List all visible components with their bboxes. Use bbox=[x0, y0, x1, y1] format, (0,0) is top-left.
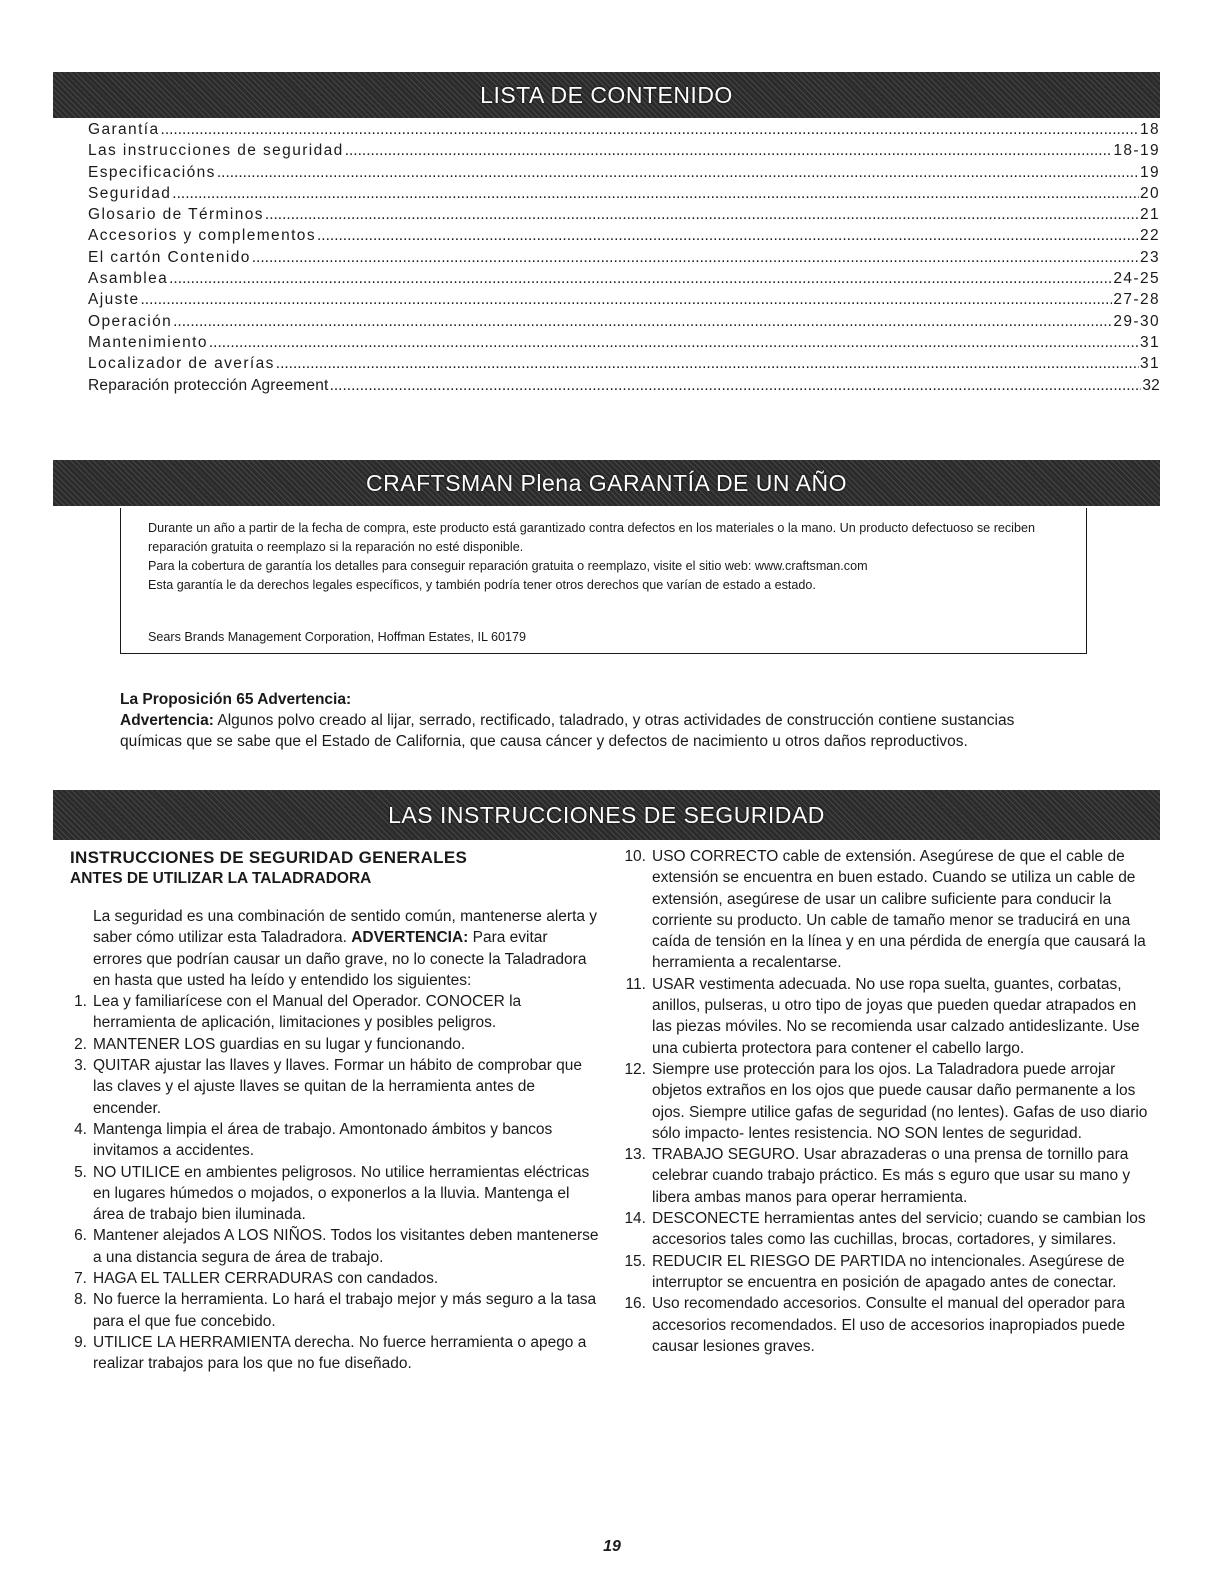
toc-entry-title: Mantenimiento bbox=[88, 333, 208, 351]
list-item-text: Siempre use protección para los ojos. La Taladradora puede arrojar objetos extraños en los ojos que puede causar daño permanente a los ojos. Siempre utilice gafas de seguridad (no lentes). Gafas de uso diario sólo impacto- lentes resistencia. NO SON lentes de seguridad. bbox=[652, 1060, 1148, 1142]
safety-list-right bbox=[620, 846, 1160, 1357]
safety-right-column bbox=[620, 846, 1160, 1357]
safety-warning-text: Para evitar errores que podrían causar un daño grave, no lo conecte la Taladradora en hasta que usted ha leído y entendido los siguientes: bbox=[93, 929, 587, 989]
list-item-text: REDUCIR EL RIESGO DE PARTIDA no intencionales. Asegúrese de interruptor se encuentra en posición de apagado antes de conectar. bbox=[652, 1252, 1125, 1291]
warranty-paragraph: Para la cobertura de garantía los detalles para conseguir reparación gratuita o reemplazo, visite el sitio web: www.craftsman.com bbox=[148, 559, 868, 573]
toc-entry-title: El cartón Contenido bbox=[88, 248, 251, 266]
toc-entry bbox=[88, 142, 1160, 163]
list-item bbox=[620, 1293, 1160, 1357]
prop65-label: Advertencia: bbox=[120, 712, 214, 729]
list-item-number: 9. bbox=[74, 1333, 87, 1351]
list-item-text: HAGA EL TALLER CERRADURAS con candados. bbox=[93, 1270, 439, 1288]
list-item-number: 11. bbox=[625, 975, 646, 993]
toc-entry bbox=[88, 185, 1160, 206]
list-item bbox=[70, 1119, 600, 1162]
toc-entry bbox=[88, 121, 1160, 142]
list-item-text: MANTENER LOS guardias en su lugar y funcionando. bbox=[93, 1035, 466, 1053]
list-item-number: 3. bbox=[74, 1057, 87, 1075]
list-item-number: 13. bbox=[624, 1146, 646, 1164]
table-of-contents bbox=[88, 121, 1160, 398]
toc-entry-page: 24-25 bbox=[1113, 270, 1160, 288]
safety-subheading: ANTES DE UTILIZAR LA TALADRADORA bbox=[70, 870, 372, 887]
list-item-number: 10. bbox=[624, 848, 646, 865]
toc-entry bbox=[88, 270, 1160, 291]
list-item-text: UTILICE LA HERRAMIENTA derecha. No fuerce herramienta o apego a realizar trabajos para los que no fue diseñado. bbox=[93, 1333, 587, 1373]
list-item-number: 14. bbox=[624, 1210, 646, 1228]
safety-title: LAS INSTRUCCIONES DE SEGURIDAD bbox=[388, 802, 825, 828]
prop65-body bbox=[120, 710, 1080, 752]
toc-entry bbox=[88, 334, 1160, 355]
prop65-text: Algunos polvo creado al lijar, serrado, rectificado, taladrado, y otras actividades de construcción contiene sustancias químicas que se sabe que el Estado de California, que causa cáncer y defectos de nacimiento u otros daños reproductivos. bbox=[120, 712, 1015, 750]
warranty-title-band bbox=[53, 460, 1160, 506]
toc-entry bbox=[88, 355, 1160, 376]
list-item-number: 16. bbox=[624, 1295, 646, 1313]
toc-title: LISTA DE CONTENIDO bbox=[480, 82, 733, 108]
toc-entry-title: Asamblea bbox=[88, 270, 169, 288]
toc-entry-page: 23 bbox=[1139, 248, 1160, 266]
warranty-title: CRAFTSMAN Plena GARANTÍA DE UN AÑO bbox=[366, 470, 847, 496]
toc-entry-title: Las instrucciones de seguridad bbox=[88, 142, 344, 160]
toc-title-band bbox=[53, 72, 1160, 118]
toc-entry bbox=[88, 313, 1160, 334]
list-item-text: Lea y familiarícese con el Manual del Operador. CONOCER la herramienta de aplicación, limitaciones y posibles peligros. bbox=[93, 993, 522, 1032]
toc-entry-page: 27-28 bbox=[1113, 291, 1160, 309]
list-item-text: Mantenga limpia el área de trabajo. Amontonado ámbitos y bancos invitamos a accidentes. bbox=[93, 1120, 553, 1160]
toc-entry-page: 32 bbox=[1142, 376, 1160, 394]
list-item-number: 15. bbox=[624, 1252, 646, 1270]
list-item-text: No fuerce la herramienta. Lo hará el trabajo mejor y más seguro a la tasa para el que fue concebido. bbox=[93, 1291, 597, 1330]
list-item-number: 1. bbox=[74, 993, 87, 1011]
warranty-paragraph: Esta garantía le da derechos legales específicos, y también podría tener otros derechos que varían de estado a estado. bbox=[148, 578, 816, 592]
list-item-number: 4. bbox=[74, 1120, 87, 1138]
list-item bbox=[620, 846, 1160, 974]
toc-entry bbox=[88, 291, 1160, 312]
list-item bbox=[70, 1289, 600, 1332]
list-item bbox=[620, 1059, 1160, 1144]
toc-entry bbox=[88, 164, 1160, 185]
list-item bbox=[70, 1332, 600, 1375]
toc-entry-page: 18-19 bbox=[1113, 142, 1160, 160]
toc-entry bbox=[88, 249, 1160, 270]
list-item bbox=[70, 991, 600, 1034]
toc-entry-page: 22 bbox=[1139, 227, 1160, 245]
toc-entry-title: Operación bbox=[88, 312, 173, 330]
list-item-text: TRABAJO SEGURO. Usar abrazaderas o una prensa de tornillo para celebrar cuando trabajo práctico. Es más s eguro que usar su mano y libera ambas manos para operar herramienta. bbox=[652, 1146, 1131, 1206]
safety-title-band bbox=[53, 790, 1160, 840]
list-item bbox=[620, 1208, 1160, 1251]
list-item-text: USAR vestimenta adecuada. No use ropa suelta, guantes, corbatas, anillos, pulseras, u otro tipo de joyas que pueden quedar atrapados en las piezas móviles. No se recomienda usar calzado antideslizante. Use una cubierta protectora para contener el cabello largo. bbox=[652, 975, 1140, 1057]
list-item-number: 2. bbox=[74, 1035, 87, 1053]
page-number: 19 bbox=[603, 1538, 621, 1555]
toc-entry-title: Accesorios y complementos bbox=[88, 227, 316, 245]
warranty-box bbox=[120, 508, 1087, 654]
list-item bbox=[620, 1251, 1160, 1294]
toc-entry bbox=[88, 227, 1160, 248]
list-item-number: 5. bbox=[74, 1163, 87, 1181]
toc-entry-title: Localizador de averías bbox=[88, 355, 275, 373]
toc-entry-page: 29-30 bbox=[1113, 312, 1160, 330]
list-item-text: DESCONECTE herramientas antes del servicio; cuando se cambian los accesorios tales como las cuchillas, brocas, cortadores, y similares. bbox=[652, 1210, 1146, 1249]
safety-warning-label: ADVERTENCIA: bbox=[351, 929, 469, 947]
prop65-heading: La Proposición 65 Advertencia: bbox=[120, 691, 352, 708]
list-item-number: 12. bbox=[624, 1060, 646, 1078]
safety-intro bbox=[70, 906, 600, 991]
toc-entry-page: 31 bbox=[1139, 333, 1160, 351]
toc-entry-title: Reparación protección Agreement bbox=[88, 376, 329, 394]
list-item bbox=[70, 1034, 600, 1055]
warranty-address: Sears Brands Management Corporation, Hoffman Estates, IL 60179 bbox=[148, 630, 527, 644]
list-item-number: 6. bbox=[74, 1227, 87, 1245]
safety-list-left bbox=[70, 991, 600, 1374]
toc-entry bbox=[88, 377, 1160, 398]
toc-entry-page: 21 bbox=[1139, 206, 1160, 224]
list-item-text: Mantener alejados A LOS NIÑOS. Todos los visitantes deben mantenerse a una distancia segura de área de trabajo. bbox=[93, 1227, 599, 1266]
list-item-text: Uso recomendado accesorios. Consulte el manual del operador para accesorios recomendados. El uso de accesorios inapropiados puede causar lesiones graves. bbox=[652, 1295, 1126, 1355]
list-item bbox=[70, 1162, 600, 1226]
list-item-text: QUITAR ajustar las llaves y llaves. Formar un hábito de comprobar que las claves y el ajuste llaves se quitan de la herramienta antes de encender. bbox=[93, 1057, 583, 1117]
toc-entry-title: Garantía bbox=[88, 121, 160, 138]
list-item bbox=[70, 1055, 600, 1119]
toc-entry-title: Ajuste bbox=[88, 291, 140, 309]
prop65-warning bbox=[120, 689, 1080, 752]
warranty-paragraph: Durante un año a partir de la fecha de compra, este producto está garantizado contra defectos en los materiales o la mano. Un producto defectuoso se reciben reparación gratuita o reemplazo si la reparación no esté disponible. bbox=[148, 521, 1035, 554]
list-item bbox=[70, 1268, 600, 1289]
list-item-text: USO CORRECTO cable de extensión. Asegúrese de que el cable de extensión se encuentra en buen estado. Cuando se utiliza un cable de extensión, asegúrese de usar un calibre suficiente para conducir la corriente su producto. Un cable de tamaño menor se traducirá en una caída de tensión en la línea y en una pérdida de energía que causará la herramienta a recalentarse. bbox=[652, 848, 1146, 972]
list-item-number: 8. bbox=[74, 1291, 87, 1309]
list-item-number: 7. bbox=[74, 1270, 87, 1288]
safety-heading: INSTRUCCIONES DE SEGURIDAD GENERALES bbox=[70, 848, 468, 867]
list-item bbox=[620, 1144, 1160, 1208]
safety-left-column bbox=[70, 848, 600, 1375]
toc-entry-title: Especificacións bbox=[88, 163, 216, 181]
list-item-text: NO UTILICE en ambientes peligrosos. No utilice herramientas eléctricas en lugares húmedos o mojados, o exponerlos a la lluvia. Mantenga el área de trabajo bien iluminada. bbox=[93, 1163, 590, 1224]
safety-intro-text: La seguridad es una combinación de sentido común, mantenerse alerta y saber cómo utilizar esta Taladradora. bbox=[93, 908, 598, 947]
toc-entry-title: Glosario de Términos bbox=[88, 206, 264, 224]
list-item bbox=[620, 974, 1160, 1059]
toc-entry-title: Seguridad bbox=[88, 184, 172, 202]
toc-entry-page: 19 bbox=[1139, 163, 1160, 181]
toc-entry-page: 20 bbox=[1139, 184, 1160, 202]
list-item bbox=[70, 1225, 600, 1268]
toc-entry bbox=[88, 206, 1160, 227]
toc-entry-page: 31 bbox=[1139, 355, 1160, 373]
toc-entry-page: 18 bbox=[1139, 121, 1160, 138]
